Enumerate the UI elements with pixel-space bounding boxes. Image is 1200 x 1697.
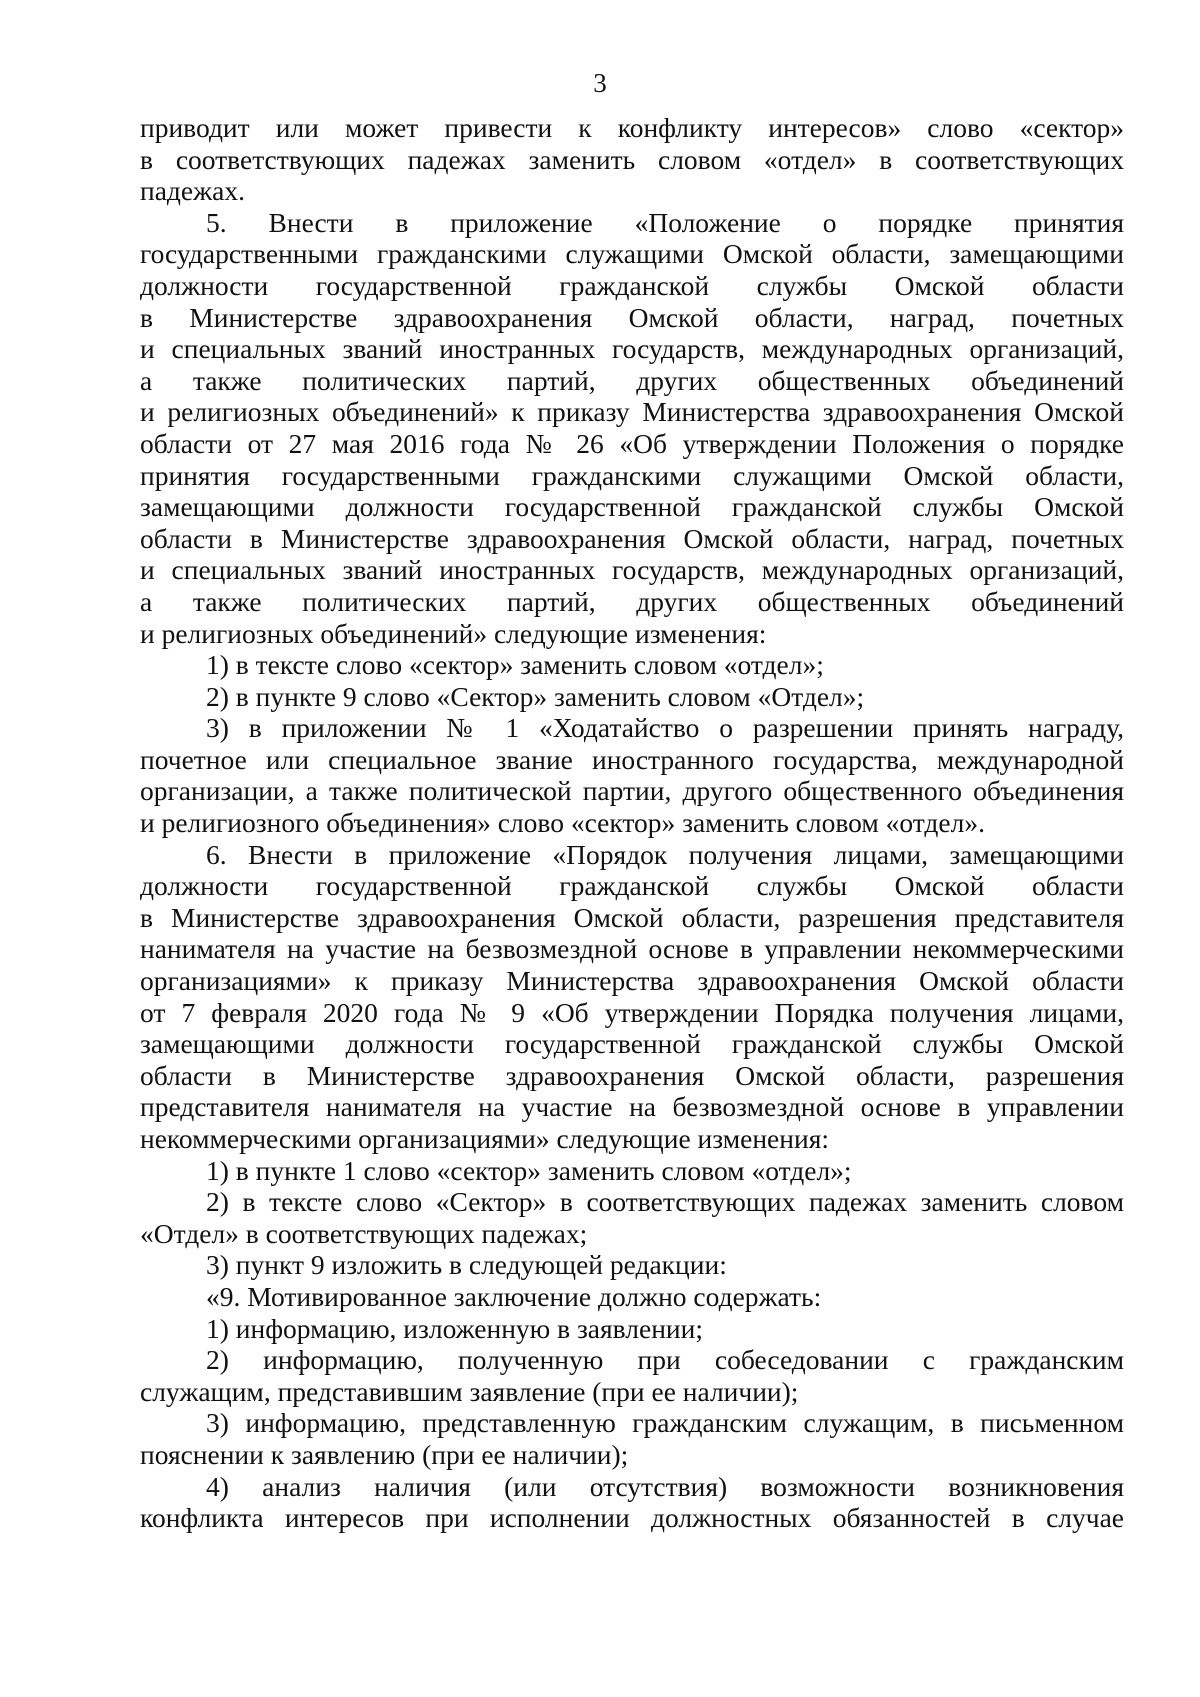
text-line: области от 27 мая 2016 года № 26 «Об утверждении Положения о порядке bbox=[140, 427, 1124, 459]
page-number: 3 bbox=[593, 68, 607, 98]
text-line: нанимателя на участие на безвозмездной основе в управлении некоммерческими bbox=[140, 933, 1124, 965]
text-line: 3) пункт 9 изложить в следующей редакции: bbox=[206, 1249, 727, 1281]
text-line: 6. Внести в приложение «Порядок получения лицами, замещающими bbox=[206, 838, 1124, 870]
text-line: и религиозных объединений» следующие изменения: bbox=[140, 617, 767, 649]
text-line: в соответствующих падежах заменить словом «отдел» в соответствующих bbox=[140, 143, 1124, 175]
text-line: области в Министерстве здравоохранения Омской области, разрешения bbox=[140, 1059, 1124, 1091]
text-line: замещающими должности государственной гражданской службы Омской bbox=[140, 491, 1124, 523]
text-line: 1) в тексте слово «сектор» заменить словом «отдел»; bbox=[206, 649, 824, 681]
text-line: 1) информацию, изложенную в заявлении; bbox=[206, 1312, 704, 1344]
text-line: и специальных званий иностранных государств, международных организаций, bbox=[140, 333, 1124, 365]
text-line: служащим, представившим заявление (при ее наличии); bbox=[140, 1375, 799, 1407]
text-line: принятия государственными гражданскими служащими Омской области, bbox=[140, 459, 1124, 491]
text-line: 5. Внести в приложение «Положение о порядке принятия bbox=[206, 206, 1124, 238]
text-line: конфликта интересов при исполнении должностных обязанностей в случае bbox=[140, 1502, 1124, 1534]
text-line: а также политических партий, других общественных объединений bbox=[140, 585, 1124, 617]
text-line: 1) в пункте 1 слово «сектор» заменить словом «отдел»; bbox=[206, 1154, 852, 1186]
text-line: 3) в приложении № 1 «Ходатайство о разрешении принять награду, bbox=[206, 712, 1124, 744]
text-line: приводит или может привести к конфликту интересов» слово «сектор» bbox=[140, 112, 1124, 143]
text-line: области в Министерстве здравоохранения Омской области, наград, почетных bbox=[140, 522, 1124, 554]
text-line: пояснении к заявлению (при ее наличии); bbox=[140, 1438, 629, 1470]
text-line: «Отдел» в соответствующих падежах; bbox=[140, 1217, 588, 1249]
text-line: 2) в тексте слово «Сектор» в соответствующих падежах заменить словом bbox=[206, 1186, 1124, 1218]
text-line: представителя нанимателя на участие на безвозмездной основе в управлении bbox=[140, 1091, 1124, 1123]
text-line: и религиозных объединений» к приказу Министерства здравоохранения Омской bbox=[140, 396, 1124, 428]
text-line: а также политических партий, других общественных объединений bbox=[140, 364, 1124, 396]
text-line: «9. Мотивированное заключение должно содержать: bbox=[206, 1280, 822, 1312]
text-line: организациями» к приказу Министерства здравоохранения Омской области bbox=[140, 965, 1124, 997]
text-line: и религиозного объединения» слово «сектор» заменить словом «отдел». bbox=[140, 807, 985, 839]
text-line: от 7 февраля 2020 года № 9 «Об утверждении Порядка получения лицами, bbox=[140, 996, 1124, 1028]
document-body bbox=[140, 112, 1124, 1534]
text-line: организации, а также политической партии, другого общественного объединения bbox=[140, 775, 1124, 807]
text-line: почетное или специальное звание иностранного государства, международной bbox=[140, 743, 1124, 775]
text-line: в Министерстве здравоохранения Омской области, разрешения представителя bbox=[140, 901, 1124, 933]
text-line: 2) информацию, полученную при собеседовании с гражданским bbox=[206, 1344, 1124, 1376]
text-line: замещающими должности государственной гражданской службы Омской bbox=[140, 1028, 1124, 1060]
text-line: государственными гражданскими служащими Омской области, замещающими bbox=[140, 238, 1124, 270]
text-line: и специальных званий иностранных государств, международных организаций, bbox=[140, 554, 1124, 586]
text-line: 2) в пункте 9 слово «Сектор» заменить словом «Отдел»; bbox=[206, 680, 865, 712]
text-line: некоммерческими организациями» следующие изменения: bbox=[140, 1123, 829, 1154]
text-line: 3) информацию, представленную гражданским служащим, в письменном bbox=[206, 1407, 1124, 1439]
text-line: должности государственной гражданской службы Омской области bbox=[140, 870, 1124, 902]
text-line: падежах. bbox=[140, 175, 245, 207]
text-line: должности государственной гражданской службы Омской области bbox=[140, 269, 1124, 301]
text-line: в Министерстве здравоохранения Омской области, наград, почетных bbox=[140, 301, 1124, 333]
text-line: 4) анализ наличия (или отсутствия) возможности возникновения bbox=[206, 1470, 1124, 1502]
